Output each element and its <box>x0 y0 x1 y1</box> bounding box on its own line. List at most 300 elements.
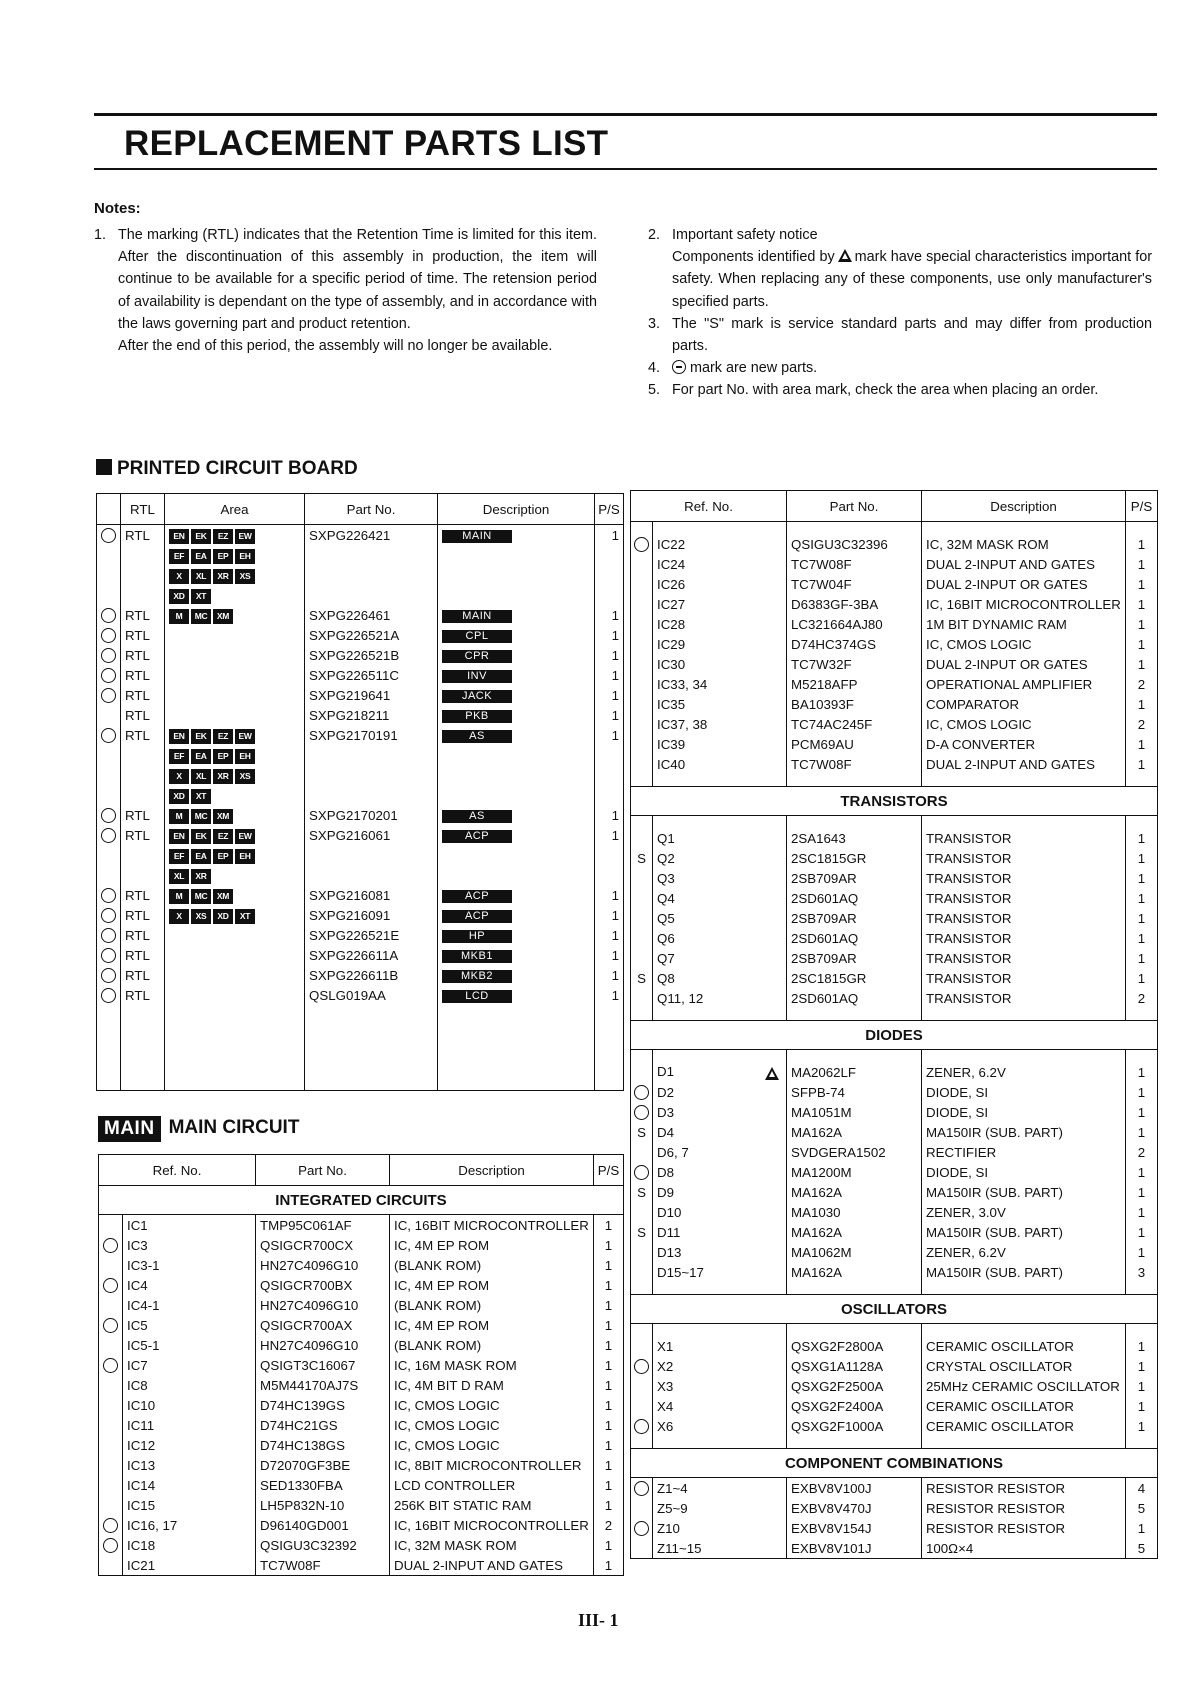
table-row <box>631 714 1158 734</box>
ps-cell: 1 <box>1126 888 1158 908</box>
description: IC, 4M EP ROM <box>390 1235 594 1255</box>
ps-cell: 1 <box>595 905 624 925</box>
description: DUAL 2-INPUT AND GATES <box>922 754 1126 774</box>
mark-cell <box>97 785 121 805</box>
area-code-badge: XR <box>213 769 233 784</box>
area-cell <box>165 865 305 885</box>
new-part-circle-icon <box>101 668 116 683</box>
area-code-badge: EP <box>213 849 233 864</box>
mark-cell <box>631 888 653 908</box>
table-row <box>631 734 1158 754</box>
table-row <box>631 554 1158 574</box>
empty-cell <box>305 1005 438 1091</box>
table-row <box>631 634 1158 654</box>
section-row <box>631 1449 1158 1478</box>
ps-cell <box>595 565 624 585</box>
part-number: SXPG226521A <box>305 625 438 645</box>
empty-cell <box>631 522 653 535</box>
description <box>438 725 595 745</box>
page-number: III- 1 <box>578 1610 619 1630</box>
description: TRANSISTOR <box>922 868 1126 888</box>
description: IC, CMOS LOGIC <box>390 1395 594 1415</box>
description <box>438 625 595 645</box>
empty-cell <box>787 522 922 535</box>
ps-cell: 1 <box>1126 1082 1158 1102</box>
ref-cell <box>653 848 787 868</box>
mark-cell <box>97 825 121 845</box>
section-row <box>99 1186 624 1215</box>
part-number: BA10393F <box>787 694 922 714</box>
main-col-part: Part No. <box>256 1155 390 1186</box>
table-row <box>631 754 1158 774</box>
description: LCD CONTROLLER <box>390 1475 594 1495</box>
ref-cell <box>653 908 787 928</box>
ref-cell <box>653 1518 787 1538</box>
empty-cell <box>653 1050 787 1063</box>
description: IC, 4M EP ROM <box>390 1275 594 1295</box>
description: IC, 32M MASK ROM <box>390 1535 594 1555</box>
ps-cell: 1 <box>595 805 624 825</box>
rtl-cell: RTL <box>121 645 165 665</box>
note-item <box>648 224 1152 313</box>
mark-cell <box>99 1415 123 1435</box>
part-number: M5M44170AJ7S <box>256 1375 390 1395</box>
part-number <box>305 585 438 605</box>
area-code-badge: XR <box>191 869 211 884</box>
table-row <box>99 1415 624 1435</box>
ref-number: IC10 <box>127 1397 156 1413</box>
part-number: MA162A <box>787 1122 922 1142</box>
table-row <box>97 845 624 865</box>
table-row <box>97 625 624 645</box>
part-number: QSIGCR700BX <box>256 1275 390 1295</box>
new-part-circle-icon <box>103 1238 118 1253</box>
part-number: SXPG2170201 <box>305 805 438 825</box>
part-number: SVDGERA1502 <box>787 1142 922 1162</box>
ps-cell: 1 <box>1126 534 1158 554</box>
mark-cell <box>99 1355 123 1375</box>
area-code-badge: EN <box>169 829 189 844</box>
mark-cell <box>631 1336 653 1356</box>
mark-cell <box>99 1395 123 1415</box>
table-row <box>97 945 624 965</box>
rtl-cell <box>121 765 165 785</box>
area-code-badge: EP <box>213 549 233 564</box>
area-code-badge: XT <box>191 589 211 604</box>
part-number: QSXG2F2400A <box>787 1396 922 1416</box>
ps-cell <box>595 785 624 805</box>
table-row <box>631 988 1158 1008</box>
description <box>438 665 595 685</box>
ref-cell <box>653 1102 787 1122</box>
part-number: QSLG019AA <box>305 985 438 1005</box>
note-item <box>648 379 1152 401</box>
mark-cell <box>97 525 121 546</box>
description: ZENER, 6.2V <box>922 1062 1126 1082</box>
part-number <box>305 745 438 765</box>
ps-cell: 3 <box>1126 1262 1158 1282</box>
part-number: 2SD601AQ <box>787 928 922 948</box>
empty-cell <box>922 1282 1126 1295</box>
rtl-cell: RTL <box>121 725 165 745</box>
table-row <box>99 1335 624 1355</box>
ref-cell <box>653 554 787 574</box>
ps-cell: 1 <box>1126 968 1158 988</box>
area-cell <box>165 565 305 585</box>
table-row <box>97 665 624 685</box>
mark-cell <box>631 1062 653 1082</box>
spacer-row <box>631 816 1158 829</box>
empty-cell <box>438 1005 595 1091</box>
area-cell <box>165 905 305 925</box>
part-number: SXPG226421 <box>305 525 438 546</box>
ref-cell <box>123 1395 256 1415</box>
empty-cell <box>922 1436 1126 1449</box>
area-code-badge: EF <box>169 749 189 764</box>
area-cell <box>165 945 305 965</box>
new-part-circle-icon <box>101 608 116 623</box>
mark-cell <box>631 1222 653 1242</box>
area-code-badge: XS <box>191 909 211 924</box>
area-code-badge: X <box>169 909 189 924</box>
ref-cell <box>653 1062 787 1082</box>
part-number: D96140GD001 <box>256 1515 390 1535</box>
main-circuit-table <box>98 1154 624 1576</box>
ps-cell: 1 <box>1126 1122 1158 1142</box>
part-number: QSIGU3C32392 <box>256 1535 390 1555</box>
table-row <box>97 805 624 825</box>
part-number: HN27C4096G10 <box>256 1335 390 1355</box>
ref-cell <box>123 1275 256 1295</box>
description: IC, 16BIT MICROCONTROLLER <box>390 1215 594 1236</box>
part-number: TC7W08F <box>787 554 922 574</box>
rtl-cell: RTL <box>121 945 165 965</box>
main-circuit-heading <box>98 1116 299 1142</box>
area-cell <box>165 745 305 765</box>
pcb-heading-text: PRINTED CIRCUIT BOARD <box>117 458 358 479</box>
mark-cell <box>631 1478 653 1499</box>
ps-cell: 1 <box>1126 948 1158 968</box>
ps-cell: 2 <box>1126 714 1158 734</box>
table-row <box>631 868 1158 888</box>
part-number: LC321664AJ80 <box>787 614 922 634</box>
table-row <box>631 1142 1158 1162</box>
rtl-cell <box>121 845 165 865</box>
description: TRANSISTOR <box>922 968 1126 988</box>
table-fill <box>97 1005 624 1091</box>
ref-number: Q6 <box>657 930 675 946</box>
description: RESISTOR RESISTOR <box>922 1518 1126 1538</box>
ref-cell <box>653 1242 787 1262</box>
note-text <box>672 246 1152 313</box>
table-row <box>631 828 1158 848</box>
area-cell <box>165 605 305 625</box>
area-cell <box>165 645 305 665</box>
ref-number: X4 <box>657 1398 674 1414</box>
area-code-badge: XL <box>169 869 189 884</box>
description: IC, 16M MASK ROM <box>390 1355 594 1375</box>
ps-cell: 2 <box>1126 988 1158 1008</box>
description: IC, 16BIT MICROCONTROLLER <box>390 1515 594 1535</box>
ps-cell: 1 <box>594 1415 624 1435</box>
table-row <box>631 848 1158 868</box>
part-number: SXPG226521B <box>305 645 438 665</box>
new-part-circle-icon <box>634 1105 649 1120</box>
rtl-cell: RTL <box>121 625 165 645</box>
description: 256K BIT STATIC RAM <box>390 1495 594 1515</box>
description: RESISTOR RESISTOR <box>922 1498 1126 1518</box>
mark-cell <box>97 705 121 725</box>
notes-left-column <box>94 224 597 357</box>
mark-cell <box>99 1375 123 1395</box>
area-code-badge: EA <box>191 549 211 564</box>
table-row <box>99 1455 624 1475</box>
description: 25MHz CERAMIC OSCILLATOR <box>922 1376 1126 1396</box>
ps-cell: 1 <box>1126 868 1158 888</box>
description: 100Ω×4 <box>922 1538 1126 1559</box>
mark-cell <box>97 745 121 765</box>
part-number: SFPB-74 <box>787 1082 922 1102</box>
table-row <box>97 785 624 805</box>
ref-cell <box>123 1355 256 1375</box>
board-badge: MKB1 <box>442 950 512 963</box>
part-number: SXPG2170191 <box>305 725 438 745</box>
part-number: QSXG2F1000A <box>787 1416 922 1436</box>
note-text-post: mark have special characteristics important for safety. When replacing any of these components, use only manufacturer's specified parts. <box>672 249 1152 310</box>
ref-number: IC35 <box>657 696 686 712</box>
empty-cell <box>631 1436 653 1449</box>
ref-number: IC3-1 <box>127 1257 160 1273</box>
area-cell <box>165 665 305 685</box>
ref-number: X2 <box>657 1358 674 1374</box>
table-row <box>631 654 1158 674</box>
title-underline <box>94 168 1157 170</box>
ref-cell <box>653 1222 787 1242</box>
part-number: SXPG219641 <box>305 685 438 705</box>
empty-cell <box>653 1282 787 1295</box>
ref-cell <box>123 1335 256 1355</box>
ref-cell <box>123 1535 256 1555</box>
ref-cell <box>653 1336 787 1356</box>
ref-cell <box>123 1435 256 1455</box>
table-row <box>99 1275 624 1295</box>
board-badge: HP <box>442 930 512 943</box>
part-number <box>305 785 438 805</box>
new-part-circle-icon <box>101 688 116 703</box>
area-cell <box>165 725 305 745</box>
description: TRANSISTOR <box>922 888 1126 908</box>
mark-cell <box>99 1255 123 1275</box>
description: TRANSISTOR <box>922 948 1126 968</box>
ps-cell: 1 <box>595 725 624 745</box>
mark-cell <box>97 945 121 965</box>
mark-cell <box>631 1202 653 1222</box>
part-number <box>305 565 438 585</box>
mark-cell <box>631 828 653 848</box>
description: RECTIFIER <box>922 1142 1126 1162</box>
ref-cell <box>653 988 787 1008</box>
mark-cell <box>99 1535 123 1555</box>
part-number <box>305 545 438 565</box>
new-part-circle-icon <box>634 1085 649 1100</box>
board-badge: MAIN <box>442 610 512 623</box>
ref-cell <box>653 1478 787 1499</box>
ps-cell: 1 <box>594 1375 624 1395</box>
ps-cell: 1 <box>1126 1396 1158 1416</box>
mark-cell <box>99 1435 123 1455</box>
area-code-badge: XR <box>213 569 233 584</box>
table-row <box>631 1356 1158 1376</box>
notes-right-column <box>648 224 1152 402</box>
part-number: EXBV8V100J <box>787 1478 922 1499</box>
part-number: QSIGU3C32396 <box>787 534 922 554</box>
part-number: SXPG226611A <box>305 945 438 965</box>
ref-number: X3 <box>657 1378 674 1394</box>
part-number: MA1030 <box>787 1202 922 1222</box>
ps-cell <box>595 845 624 865</box>
mark-cell <box>97 565 121 585</box>
ref-number: IC8 <box>127 1377 148 1393</box>
ref-number: D9 <box>657 1184 674 1200</box>
new-part-circle-icon <box>634 1359 649 1374</box>
description <box>438 785 595 805</box>
table-row <box>631 1122 1158 1142</box>
area-code-badge: EK <box>191 829 211 844</box>
area-cell <box>165 765 305 785</box>
area-code-badge: EK <box>191 529 211 544</box>
board-badge: INV <box>442 670 512 683</box>
ref-number: IC39 <box>657 736 686 752</box>
description: D-A CONVERTER <box>922 734 1126 754</box>
ref-number: IC16, 17 <box>127 1517 178 1533</box>
board-badge: CPL <box>442 630 512 643</box>
part-number: QSXG2F2500A <box>787 1376 922 1396</box>
description: 1M BIT DYNAMIC RAM <box>922 614 1126 634</box>
spacer-row <box>631 1282 1158 1295</box>
ref-cell <box>653 1122 787 1142</box>
rtl-cell <box>121 585 165 605</box>
part-number: PCM69AU <box>787 734 922 754</box>
table-row <box>97 565 624 585</box>
empty-cell <box>631 816 653 829</box>
new-part-circle-icon <box>634 1419 649 1434</box>
empty-cell <box>165 1005 305 1091</box>
mark-cell <box>99 1555 123 1576</box>
mark-cell <box>631 1396 653 1416</box>
mark-cell <box>631 554 653 574</box>
ref-cell <box>653 948 787 968</box>
new-part-circle-icon <box>101 928 116 943</box>
ps-cell <box>595 545 624 565</box>
mark-cell <box>631 1262 653 1282</box>
ps-cell: 1 <box>595 685 624 705</box>
description: CERAMIC OSCILLATOR <box>922 1396 1126 1416</box>
table-row <box>99 1535 624 1555</box>
ps-cell: 1 <box>1126 614 1158 634</box>
mark-cell <box>97 845 121 865</box>
rtl-cell: RTL <box>121 665 165 685</box>
spacer-row <box>631 1436 1158 1449</box>
note-heading: Important safety notice <box>672 227 818 243</box>
ref-number: IC3 <box>127 1237 148 1253</box>
ref-number: IC11 <box>127 1417 155 1433</box>
mark-cell <box>97 925 121 945</box>
ref-number: X6 <box>657 1418 674 1434</box>
table-row <box>631 614 1158 634</box>
table-row <box>631 1102 1158 1122</box>
new-part-circle-icon <box>634 1481 649 1496</box>
ref-cell <box>653 868 787 888</box>
description: MA150IR (SUB. PART) <box>922 1122 1126 1142</box>
mark-cell <box>97 645 121 665</box>
description: IC, CMOS LOGIC <box>922 634 1126 654</box>
right-col-ref: Ref. No. <box>631 491 787 522</box>
ps-cell: 1 <box>1126 828 1158 848</box>
area-code-badge: XL <box>191 569 211 584</box>
ps-cell: 1 <box>595 525 624 546</box>
pcb-heading <box>96 458 358 480</box>
empty-cell <box>1126 1436 1158 1449</box>
description <box>438 765 595 785</box>
part-number: QSXG1A1128A <box>787 1356 922 1376</box>
description <box>438 905 595 925</box>
area-code-badge: EA <box>191 749 211 764</box>
new-part-circle-icon <box>634 1521 649 1536</box>
mark-cell <box>97 725 121 745</box>
right-col-part: Part No. <box>787 491 922 522</box>
description <box>438 745 595 765</box>
part-number: TC7W08F <box>256 1555 390 1576</box>
ref-cell <box>653 1142 787 1162</box>
mark-cell <box>631 988 653 1008</box>
description <box>438 565 595 585</box>
description <box>438 945 595 965</box>
empty-cell <box>1126 1324 1158 1337</box>
area-cell <box>165 625 305 645</box>
area-cell <box>165 825 305 845</box>
note-text: After the end of this period, the assembly will no longer be available. <box>118 338 553 355</box>
area-code-badge: MC <box>191 809 211 824</box>
ps-cell: 1 <box>595 945 624 965</box>
mark-cell <box>631 1376 653 1396</box>
ref-number: Q2 <box>657 850 675 866</box>
description: TRANSISTOR <box>922 988 1126 1008</box>
ref-number: D8 <box>657 1164 674 1180</box>
ref-cell <box>653 674 787 694</box>
ps-cell: 1 <box>1126 594 1158 614</box>
table-row <box>631 928 1158 948</box>
table-row <box>631 1162 1158 1182</box>
right-col-ps: P/S <box>1126 491 1158 522</box>
ps-cell: 1 <box>1126 1376 1158 1396</box>
ref-cell <box>653 654 787 674</box>
area-code-badge: XM <box>213 809 233 824</box>
ref-number: IC33, 34 <box>657 676 708 692</box>
area-code-badge: EZ <box>213 729 233 744</box>
part-number: TC7W04F <box>787 574 922 594</box>
table-row <box>97 725 624 745</box>
description: IC, CMOS LOGIC <box>922 714 1126 734</box>
ref-number: IC28 <box>657 616 686 632</box>
ps-cell: 1 <box>1126 908 1158 928</box>
description: TRANSISTOR <box>922 828 1126 848</box>
mark-cell <box>97 905 121 925</box>
ref-cell <box>653 694 787 714</box>
table-row <box>631 534 1158 554</box>
description <box>438 645 595 665</box>
note-item <box>94 224 597 357</box>
table-row <box>99 1295 624 1315</box>
